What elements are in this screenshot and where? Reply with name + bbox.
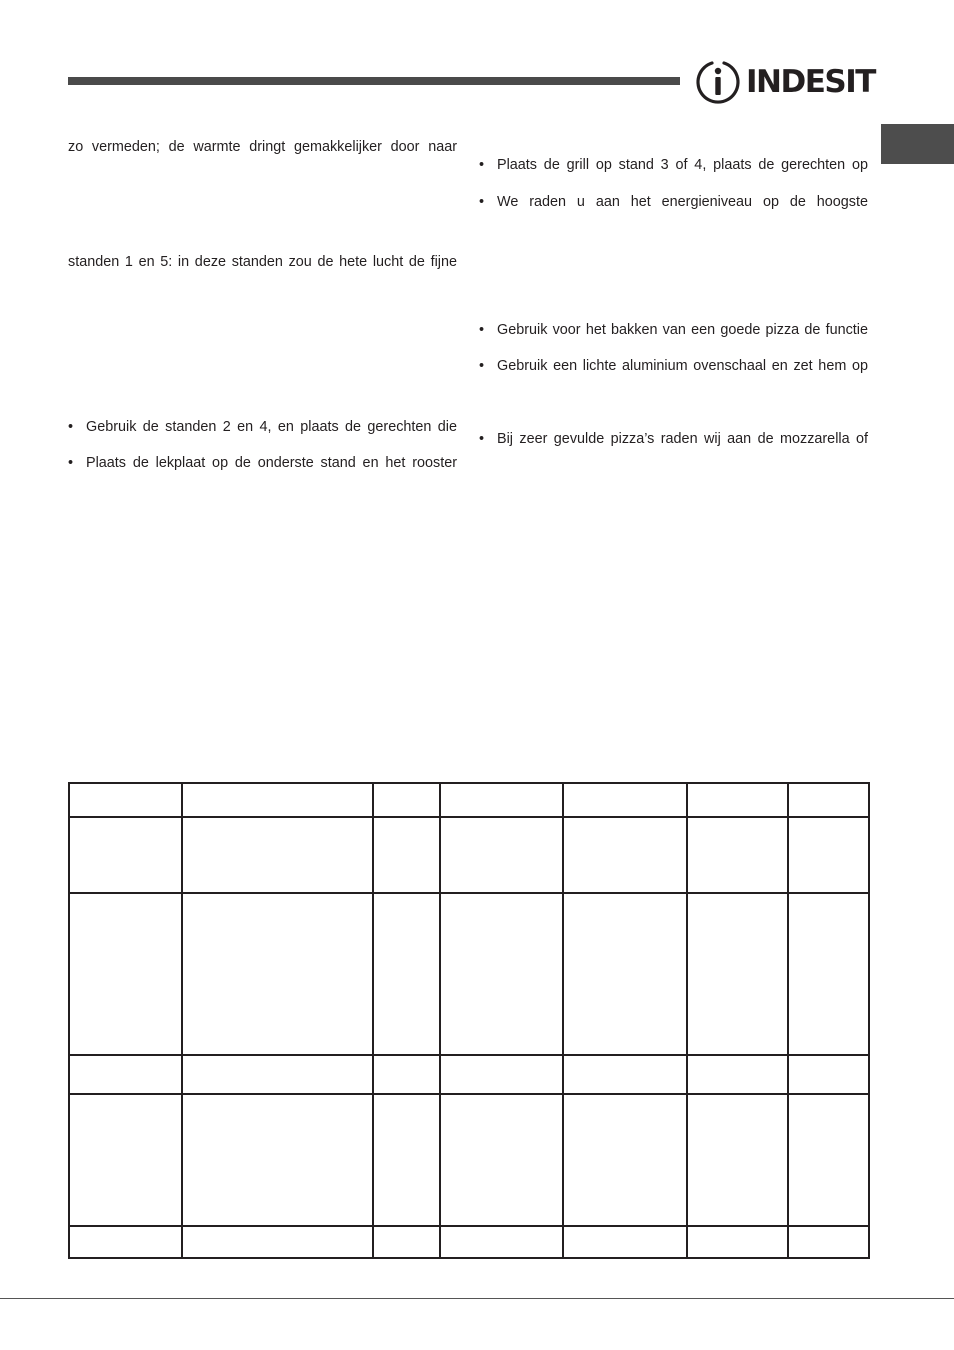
table-cell bbox=[563, 1094, 687, 1226]
table-row bbox=[69, 1226, 869, 1258]
table-cell bbox=[69, 1055, 182, 1094]
bullet-text: Bij zeer gevulde pizza’s raden wij aan de mozzarella of bbox=[497, 431, 868, 447]
table-cell bbox=[788, 1055, 869, 1094]
table-cell bbox=[373, 1094, 440, 1226]
left-bullet-item bbox=[68, 418, 457, 436]
bullet-icon: • bbox=[479, 322, 485, 338]
bullet-icon: • bbox=[479, 431, 485, 447]
table-row bbox=[69, 1094, 869, 1226]
bullet-icon: • bbox=[479, 358, 485, 374]
table-row bbox=[69, 783, 869, 817]
cooking-table bbox=[68, 782, 870, 1259]
table-cell bbox=[788, 1226, 869, 1258]
table-cell bbox=[563, 893, 687, 1055]
table-cell bbox=[373, 1226, 440, 1258]
bullet-text: Gebruik een lichte aluminium ovenschaal en zet hem op bbox=[497, 358, 868, 374]
table-cell bbox=[182, 817, 373, 893]
table-cell bbox=[563, 783, 687, 817]
bullet-icon: • bbox=[479, 157, 485, 173]
table-row bbox=[69, 817, 869, 893]
indesit-logo-icon bbox=[694, 58, 742, 106]
table-cell bbox=[69, 1226, 182, 1258]
table-cell bbox=[788, 783, 869, 817]
table-cell bbox=[788, 893, 869, 1055]
table-cell bbox=[563, 1226, 687, 1258]
table-cell bbox=[182, 893, 373, 1055]
table-cell bbox=[440, 783, 563, 817]
bullet-icon: • bbox=[479, 194, 485, 210]
table-cell bbox=[687, 1055, 788, 1094]
table-cell bbox=[440, 893, 563, 1055]
table-row bbox=[69, 893, 869, 1055]
table-cell bbox=[69, 783, 182, 817]
right-bullet-item bbox=[479, 430, 868, 448]
table-cell bbox=[563, 817, 687, 893]
bullet-text: We raden u aan het energieniveau op de hoogste bbox=[497, 194, 868, 210]
table-cell bbox=[182, 1226, 373, 1258]
footer-rule bbox=[0, 1298, 954, 1299]
table-cell bbox=[687, 893, 788, 1055]
table-cell bbox=[440, 1055, 563, 1094]
table-cell bbox=[373, 817, 440, 893]
table-cell bbox=[69, 817, 182, 893]
table-cell bbox=[373, 783, 440, 817]
brand-logo bbox=[694, 58, 875, 106]
right-bullet-item bbox=[479, 321, 868, 339]
bullet-icon: • bbox=[68, 455, 74, 471]
table-cell bbox=[687, 817, 788, 893]
table-cell bbox=[182, 1055, 373, 1094]
bullet-text: Plaats de grill op stand 3 of 4, plaats de gerechten op bbox=[497, 157, 868, 173]
right-bullet-item bbox=[479, 193, 868, 211]
table-cell bbox=[788, 1094, 869, 1226]
table-cell bbox=[687, 783, 788, 817]
header-rule bbox=[68, 77, 680, 85]
bullet-icon: • bbox=[68, 419, 74, 435]
table-cell bbox=[373, 1055, 440, 1094]
table-cell bbox=[69, 893, 182, 1055]
table-cell bbox=[687, 1226, 788, 1258]
table-cell bbox=[563, 1055, 687, 1094]
left-text-line: standen 1 en 5: in deze standen zou de hete lucht de fijne bbox=[68, 254, 457, 270]
table-cell bbox=[440, 817, 563, 893]
table-cell bbox=[69, 1094, 182, 1226]
language-tab bbox=[881, 124, 954, 164]
table-cell bbox=[440, 1094, 563, 1226]
bullet-text: Gebruik de standen 2 en 4, en plaats de gerechten die bbox=[86, 419, 457, 435]
table-cell bbox=[182, 783, 373, 817]
left-text-line: zo vermeden; de warmte dringt gemakkelijker door naar bbox=[68, 139, 457, 155]
table-row bbox=[69, 1055, 869, 1094]
bullet-text: Gebruik voor het bakken van een goede pizza de functie bbox=[497, 322, 868, 338]
table-cell bbox=[788, 817, 869, 893]
left-bullet-item bbox=[68, 454, 457, 472]
brand-name: INDESIT bbox=[746, 64, 875, 100]
table-cell bbox=[182, 1094, 373, 1226]
table-cell bbox=[440, 1226, 563, 1258]
right-bullet-item bbox=[479, 357, 868, 375]
bullet-text: Plaats de lekplaat op de onderste stand en het rooster bbox=[86, 455, 457, 471]
table-cell bbox=[373, 893, 440, 1055]
table-cell bbox=[687, 1094, 788, 1226]
right-bullet-item bbox=[479, 156, 868, 174]
